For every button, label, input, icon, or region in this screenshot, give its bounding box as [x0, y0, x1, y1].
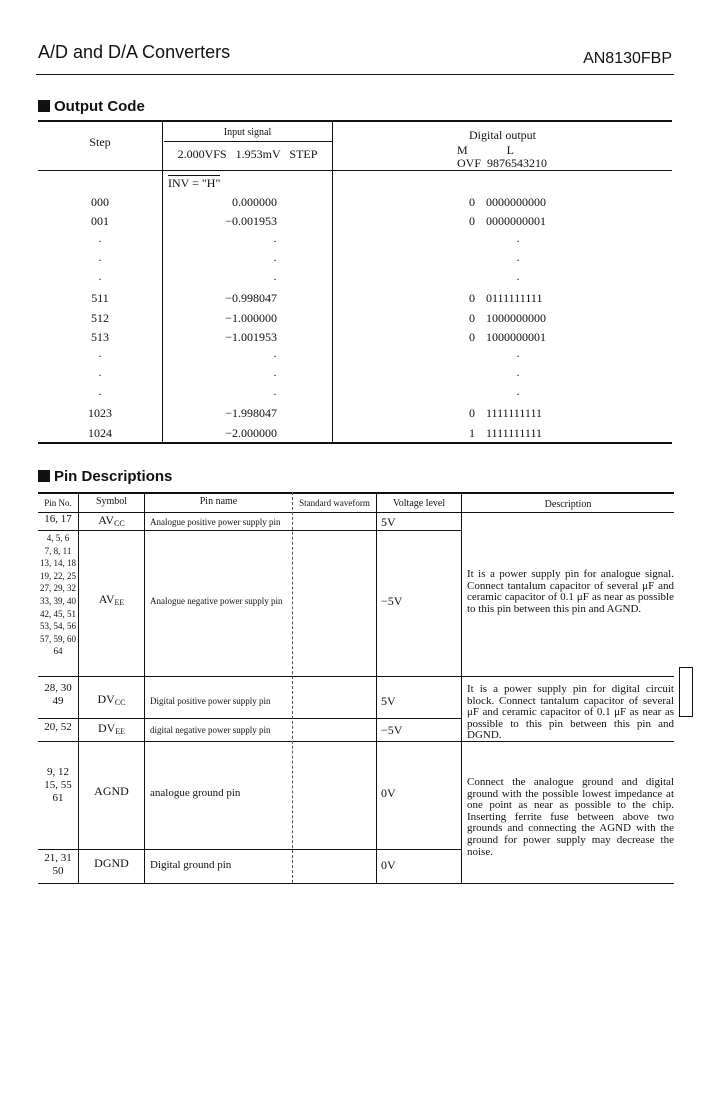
pin-name: Digital ground pin	[150, 859, 232, 871]
output-code-heading	[38, 98, 145, 115]
inv-condition	[168, 176, 220, 190]
output-code-ovf: 0	[469, 195, 475, 209]
analogue-supply-description: It is a power supply pin for analogue signal. Connect tantalum capacitor of several μF and ceramic capacitor of 0.1 μF as near as possible to this pin between this pin and AGND.	[467, 568, 674, 615]
output-code-value: 1111111111	[486, 406, 542, 420]
symbol-header: Symbol	[95, 496, 128, 507]
digital-output-header: Digital output	[469, 128, 536, 142]
output-code-input: ·	[273, 349, 277, 363]
output-code-value: 1000000001	[486, 330, 546, 344]
pin-symbol	[79, 692, 144, 710]
page-category: A/D and D/A Converters	[38, 42, 231, 62]
output-code-input: ·	[273, 253, 277, 267]
output-code-input: ·	[273, 234, 277, 248]
output-code-value: 1111111111	[486, 426, 542, 440]
output-code-input: ·	[273, 272, 277, 286]
ground-description: Connect the analogue ground and digital ground with the possible lowest impedance at one point as near as possible to the chip. Inserting ferrite fuse between above two grounds and connecting the AGND with the ground for power supply may decrease the noise.	[467, 776, 674, 858]
pin-numbers: 28, 30 49	[44, 682, 72, 707]
bit-labels-header: OVF 9876543210	[457, 156, 548, 170]
output-code-input: −0.998047	[225, 291, 277, 305]
pin-voltage-level: 5V	[381, 694, 396, 708]
output-code-step: 1024	[88, 426, 112, 440]
pin-symbol-subscript: EE	[115, 727, 126, 736]
pin-symbol-subscript: EE	[114, 598, 125, 607]
output-code-step: ·	[98, 368, 102, 382]
pin-voltage-level: 5V	[381, 515, 396, 529]
output-code-step: ·	[98, 349, 102, 363]
msb-lsb-header: M L	[457, 143, 514, 157]
input-scale-header: 2.000VFS 1.953mV STEP	[177, 147, 318, 161]
output-code-input: −2.000000	[225, 426, 277, 440]
pin-no-header: Pin No.	[44, 498, 72, 508]
output-code-step: ·	[98, 387, 102, 401]
output-code-step: ·	[98, 253, 102, 267]
output-code-ovf: 0	[469, 214, 475, 228]
output-code-step: 513	[91, 330, 109, 344]
output-code-value: ·	[516, 253, 520, 267]
section-bullet-icon	[38, 100, 50, 112]
pin-symbol-subscript: CC	[114, 519, 125, 528]
pin-voltage-level: 0V	[381, 858, 396, 872]
pin-symbol-text: AV	[98, 592, 115, 606]
output-code-step: 511	[91, 291, 109, 305]
pin-symbol	[79, 784, 144, 802]
output-code-step: 1023	[88, 406, 112, 420]
part-number: AN8130FBP	[583, 50, 672, 67]
step-header: Step	[89, 135, 111, 149]
section-bullet-icon	[38, 470, 50, 482]
pin-symbol	[79, 513, 144, 531]
pin-name: digital negative power supply pin	[150, 725, 271, 735]
pin-voltage-level: −5V	[381, 594, 403, 608]
output-code-input: 0.000000	[232, 195, 277, 209]
pin-name: Analogue positive power supply pin	[150, 517, 281, 527]
inv-condition-text: INV = "H"	[168, 176, 221, 190]
output-code-input: −1.998047	[225, 406, 277, 420]
waveform-header: Standard waveform	[299, 498, 370, 508]
output-code-value: 0000000001	[486, 214, 546, 228]
output-code-input: −1.001953	[225, 330, 277, 344]
output-code-step: ·	[98, 234, 102, 248]
pin-symbol-text: DV	[97, 692, 115, 706]
pin-symbol	[79, 592, 144, 610]
digital-supply-description: It is a power supply pin for digital circuit block. Connect tantalum capacitor of several μF and ceramic capacitor of 0.1 μF as near as possible to this pin between this pin and DGND.	[467, 683, 674, 742]
output-code-step: ·	[98, 272, 102, 286]
output-code-input: ·	[273, 387, 277, 401]
pin-name: analogue ground pin	[150, 787, 241, 799]
output-code-step: 001	[91, 214, 109, 228]
input-signal-header: Input signal	[223, 127, 272, 138]
output-code-input: ·	[273, 368, 277, 382]
pin-name: Analogue negative power supply pin	[150, 596, 283, 606]
output-code-value: ·	[516, 349, 520, 363]
pin-symbol-text: DV	[97, 721, 116, 735]
pin-symbol	[79, 721, 144, 739]
output-code-ovf: 0	[469, 291, 475, 305]
output-code-value: 0111111111	[486, 291, 543, 305]
output-code-value: ·	[516, 387, 520, 401]
pin-name-header: Pin name	[199, 496, 238, 507]
pin-descriptions-title: Pin Descriptions	[54, 468, 173, 485]
pin-name: Digital positive power supply pin	[150, 696, 271, 706]
side-index-tab	[679, 667, 693, 717]
description-header: Description	[544, 499, 592, 510]
output-code-step: 512	[91, 311, 109, 325]
header-rule	[36, 74, 674, 75]
pin-symbol-text: AV	[98, 513, 115, 527]
voltage-header: Voltage level	[392, 498, 446, 509]
output-code-ovf: 1	[469, 426, 475, 440]
output-code-value: 1000000000	[486, 311, 546, 325]
output-code-step: 000	[91, 195, 109, 209]
pin-voltage-level: 0V	[381, 786, 396, 800]
output-code-value: ·	[516, 272, 520, 286]
pin-voltage-level: −5V	[381, 723, 403, 737]
output-code-value: ·	[516, 234, 520, 248]
output-code-ovf: 0	[469, 330, 475, 344]
pin-numbers: 4, 5, 6 7, 8, 11 13, 14, 18 19, 22, 25 27, 29, 32 33, 39, 40 42, 45, 51 53, 54, 56 57, 59, 60 64	[40, 533, 76, 657]
output-code-ovf: 0	[469, 311, 475, 325]
pin-symbol-subscript: CC	[114, 698, 126, 707]
pin-symbol-text: AGND	[94, 784, 129, 798]
pin-descriptions-heading	[38, 468, 172, 485]
output-code-input: −1.000000	[225, 311, 277, 325]
output-code-ovf: 0	[469, 406, 475, 420]
pin-numbers: 16, 17	[44, 513, 72, 525]
pin-symbol	[79, 856, 144, 874]
pin-numbers: 21, 31 50	[44, 852, 72, 877]
output-code-input: −0.001953	[225, 214, 277, 228]
pin-symbol-text: DGND	[94, 856, 129, 870]
pin-numbers: 9, 12 15, 55 61	[44, 766, 72, 804]
output-code-value: ·	[516, 368, 520, 382]
output-code-title: Output Code	[54, 98, 145, 115]
output-code-value: 0000000000	[486, 195, 546, 209]
pin-numbers: 20, 52	[44, 721, 72, 733]
